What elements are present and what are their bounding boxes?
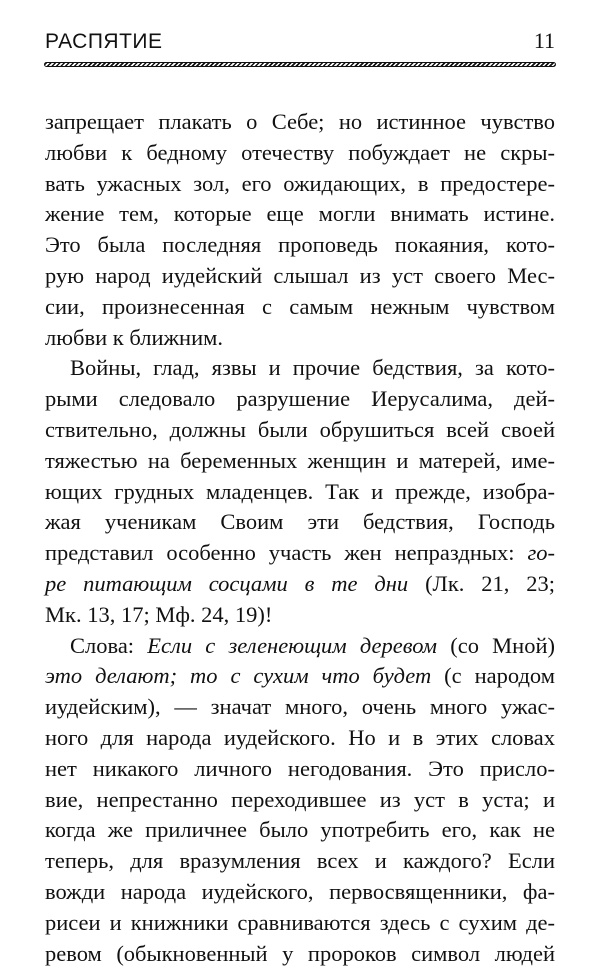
text-line bbox=[45, 353, 555, 384]
text-segment: Это была последняя проповедь покаяния, кото- bbox=[45, 232, 555, 258]
text-line bbox=[45, 323, 555, 354]
text-line bbox=[45, 107, 555, 138]
text-line bbox=[45, 169, 555, 200]
text-segment: вожди народа иудейского, первосвященники, фа- bbox=[45, 878, 555, 904]
text-segment: жая ученикам Своим эти бедствия, Господь bbox=[45, 509, 555, 535]
italic-quote: го- bbox=[527, 540, 555, 566]
text-segment: Войны, глад, язвы и прочие бедствия, за кото- bbox=[70, 355, 555, 381]
italic-quote: ре питающим сосцами в те дни bbox=[45, 570, 409, 596]
running-header bbox=[45, 24, 555, 54]
text-line bbox=[45, 754, 555, 785]
page-number: 11 bbox=[533, 28, 555, 53]
running-title: РАСПЯТИЕ bbox=[45, 30, 163, 53]
text-segment: любви к бедному отечеству побуждает не скры- bbox=[45, 139, 555, 165]
text-line bbox=[45, 908, 555, 939]
text-line bbox=[45, 692, 555, 723]
text-line bbox=[45, 631, 555, 662]
text-line bbox=[45, 384, 555, 415]
text-line bbox=[45, 230, 555, 261]
text-line bbox=[45, 877, 555, 908]
text-line bbox=[45, 723, 555, 754]
text-segment: запрещает плакать о Себе; но истинное чувство bbox=[45, 109, 555, 134]
text-segment: (с народом bbox=[431, 663, 555, 689]
text-line bbox=[45, 261, 555, 292]
text-line bbox=[45, 138, 555, 169]
text-segment: рисеи и книжники сравниваются здесь с сухим де- bbox=[45, 909, 555, 935]
text-segment: ствительно, должны были обрушиться всей своей bbox=[45, 416, 555, 442]
text-segment: любви к ближним. bbox=[45, 324, 223, 350]
text-segment: иудейским), — значат много, очень много ужас- bbox=[45, 694, 555, 720]
text-line bbox=[45, 292, 555, 323]
text-segment: (со Мной) bbox=[437, 632, 555, 658]
text-segment: (Лк. 21, 23; bbox=[408, 570, 555, 596]
text-segment: нет никакого личного негодования. Это присло- bbox=[45, 755, 555, 781]
text-line bbox=[45, 199, 555, 230]
text-segment: ревом (обыкновенный у пророков символ людей bbox=[45, 940, 555, 966]
decorative-rope-rule bbox=[44, 62, 556, 67]
text-line bbox=[45, 446, 555, 477]
text-line bbox=[45, 785, 555, 816]
text-line bbox=[45, 569, 555, 600]
text-segment: вие, непрестанно переходившее из уст в уста; и bbox=[45, 786, 555, 812]
text-segment: теперь, для вразумления всех и каждого? Если bbox=[45, 848, 555, 874]
italic-quote: Если с зеленеющим деревом bbox=[147, 632, 437, 658]
text-segment: представил особенно участь жен непраздных: bbox=[45, 540, 528, 566]
text-line bbox=[45, 538, 555, 569]
text-line bbox=[45, 477, 555, 508]
text-segment: Слова: bbox=[70, 632, 148, 658]
text-segment: ющих грудных младенцев. Так и прежде, изобра- bbox=[45, 478, 555, 504]
text-segment: рую народ иудейский слышал из уст своего Мес- bbox=[45, 262, 555, 288]
text-line bbox=[45, 846, 555, 877]
body-text bbox=[45, 107, 555, 969]
text-segment: Мк. 13, 17; Мф. 24, 19)! bbox=[45, 601, 273, 627]
text-line bbox=[45, 815, 555, 846]
text-segment: жение тем, которые еще могли внимать истине. bbox=[45, 201, 555, 227]
text-segment: ного для народа иудейского. Но и в этих словах bbox=[45, 724, 555, 750]
italic-quote: это делают; то с сухим что будет bbox=[45, 663, 432, 689]
text-segment: рыми следовало разрушение Иерусалима, дей- bbox=[45, 386, 555, 412]
text-line bbox=[45, 939, 555, 970]
text-segment: вать ужасных зол, его ожидающих, в предостере- bbox=[45, 170, 555, 196]
text-segment: сии, произнесенная с самым нежным чувством bbox=[45, 293, 555, 319]
text-segment: когда же приличнее было употребить его, как не bbox=[45, 817, 555, 843]
text-line bbox=[45, 507, 555, 538]
text-segment: тяжестью на беременных женщин и матерей, име- bbox=[45, 447, 555, 473]
text-line bbox=[45, 661, 555, 692]
text-line bbox=[45, 415, 555, 446]
text-line bbox=[45, 600, 555, 631]
